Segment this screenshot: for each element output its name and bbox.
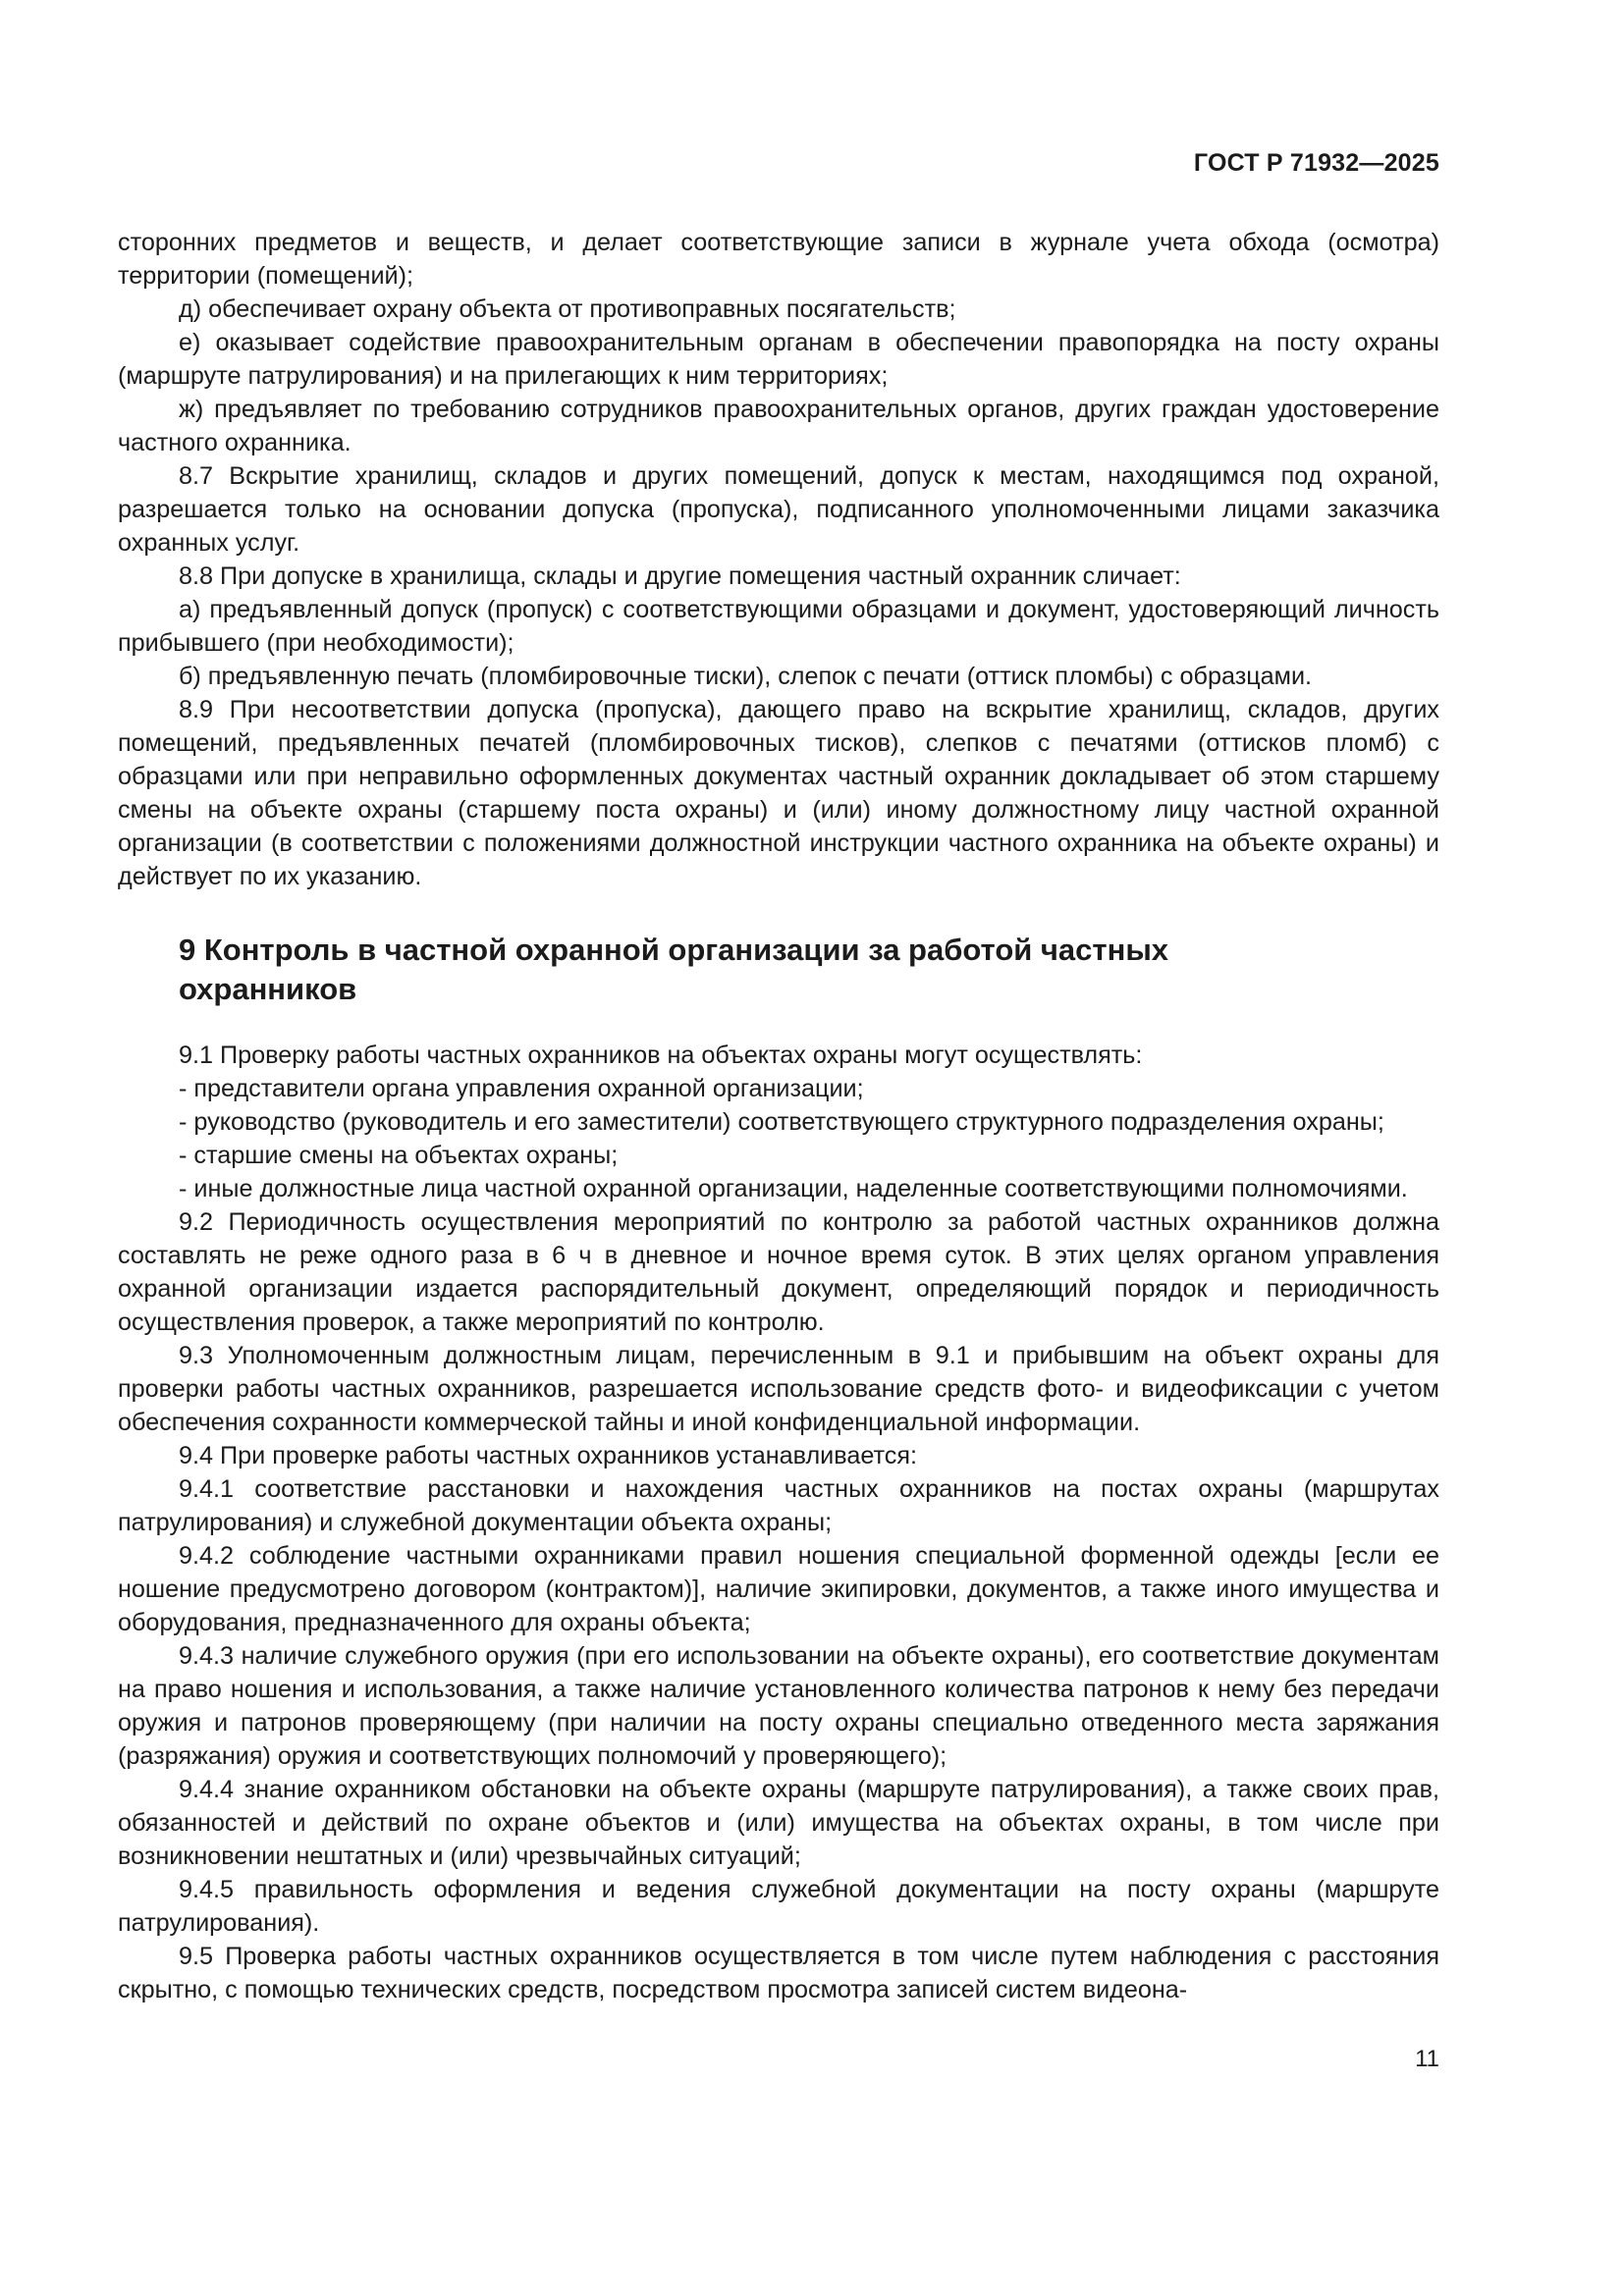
paragraph-item-b: б) предъявленную печать (пломбировочные тиски), слепок с печати (оттиск пломбы) с образцами. — [179, 663, 1313, 690]
list-item-representatives: - представители органа управления охранной организации; — [179, 1075, 864, 1102]
paragraph-continuation: сторонних предметов и веществ, и делает соответствующие записи в журнале учета обхода (осмотра) территории (помещений); — [118, 229, 1439, 290]
paragraph-8-9: 8.9 При несоответствии допуска (пропуска), дающего право на вскрытие хранилищ, складов, других помещений, предъявленных печатей (пломбировочных тисков), слепков с печатями (оттисков пломб) с образцами или при неправильно оформленных документах частный охранник докладывает об этом старшему смены на объекте охраны (старшему поста охраны) и (или) иному должностному лицу частной охранной организации (в соответствии с положениями должностной инструкции частного охранника на объекте охраны) и действует по их указанию. — [118, 696, 1439, 890]
paragraph-item-a: а) предъявленный допуск (пропуск) с соответствующими образцами и документ, удостоверяющий личность прибывшего (при необходимости); — [118, 596, 1439, 657]
list-item-management: - руководство (руководитель и его заместители) соответствующего структурного подразделения охраны; — [179, 1108, 1384, 1136]
paragraph-9-4-4: 9.4.4 знание охранником обстановки на объекте охраны (маршруте патрулирования), а также своих прав, обязанностей и действий по охране объектов и (или) имущества на объектах охраны, в том числе при возникновении нештатных и (или) чрезвычайных ситуаций; — [118, 1776, 1439, 1870]
page-number: 11 — [1415, 2046, 1439, 2072]
paragraph-9-4-1: 9.4.1 соответствие расстановки и нахождения частных охранников на постах охраны (маршрутах патрулирования) и служебной документации объекта охраны; — [118, 1475, 1439, 1536]
paragraph-8-8: 8.8 При допуске в хранилища, склады и другие помещения частный охранник сличает: — [179, 562, 1181, 590]
paragraph-9-4: 9.4 При проверке работы частных охранников устанавливается: — [179, 1442, 917, 1469]
paragraph-item-d: д) обеспечивает охрану объекта от противоправных посягательств; — [179, 295, 956, 323]
section-9-heading: 9 Контроль в частной охранной организации за работой частных охранников — [179, 933, 1169, 1006]
paragraph-9-2: 9.2 Периодичность осуществления мероприятий по контролю за работой частных охранников должна составлять не реже одного раза в 6 ч в дневное и ночное время суток. В этих целях органом управления охранной организации издается распорядительный документ, определяющий порядок и периодичность осуществления проверок, а также мероприятий по контролю. — [118, 1208, 1439, 1336]
list-item-other-officials: - иные должностные лица частной охранной организации, наделенные соответствующими полномочиями. — [179, 1175, 1408, 1202]
document-code-header: ГОСТ Р 71932—2025 — [1193, 149, 1439, 177]
paragraph-item-e: е) оказывает содействие правоохранительным органам в обеспечении правопорядка на посту охраны (маршруте патрулирования) и на прилегающих к ним территориях; — [118, 329, 1439, 390]
paragraph-9-4-5: 9.4.5 правильность оформления и ведения служебной документации на посту охраны (маршруте патрулирования). — [118, 1876, 1439, 1937]
paragraph-9-4-3: 9.4.3 наличие служебного оружия (при его использовании на объекте охраны), его соответствие документам на право ношения и использования, а также наличие установленного количества патронов к нему без передачи оружия и патронов проверяющему (при наличии на посту охраны специально отведенного места заряжания (разряжания) оружия и соответствующих полномочий у проверяющего); — [118, 1642, 1439, 1770]
paragraph-item-zh: ж) предъявляет по требованию сотрудников правоохранительных органов, других граждан удостоверение частного охранника. — [118, 396, 1439, 456]
page-body — [118, 226, 1439, 2006]
paragraph-9-4-2: 9.4.2 соблюдение частными охранниками правил ношения специальной форменной одежды [если ее ношение предусмотрено договором (контрактом)], наличие экипировки, документов, а также иного имущества и оборудования, предназначенного для охраны объекта; — [118, 1542, 1439, 1636]
paragraph-9-5: 9.5 Проверка работы частных охранников осуществляется в том числе путем наблюдения с расстояния скрытно, с помощью технических средств, посредством просмотра записей систем видеона- — [118, 1943, 1439, 2003]
paragraph-9-3: 9.3 Уполномоченным должностным лицам, перечисленным в 9.1 и прибывшим на объект охраны для проверки работы частных охранников, разрешается использование средств фото- и видеофиксации с учетом обеспечения сохранности коммерческой тайны и иной конфиденциальной информации. — [118, 1342, 1439, 1436]
list-item-shift-seniors: - старшие смены на объектах охраны; — [179, 1142, 619, 1169]
paragraph-9-1: 9.1 Проверку работы частных охранников на объектах охраны могут осуществлять: — [179, 1041, 1143, 1069]
paragraph-8-7: 8.7 Вскрытие хранилищ, складов и других помещений, допуск к местам, находящимся под охраной, разрешается только на основании допуска (пропуска), подписанного уполномоченными лицами заказчика охранных услуг. — [118, 462, 1439, 557]
